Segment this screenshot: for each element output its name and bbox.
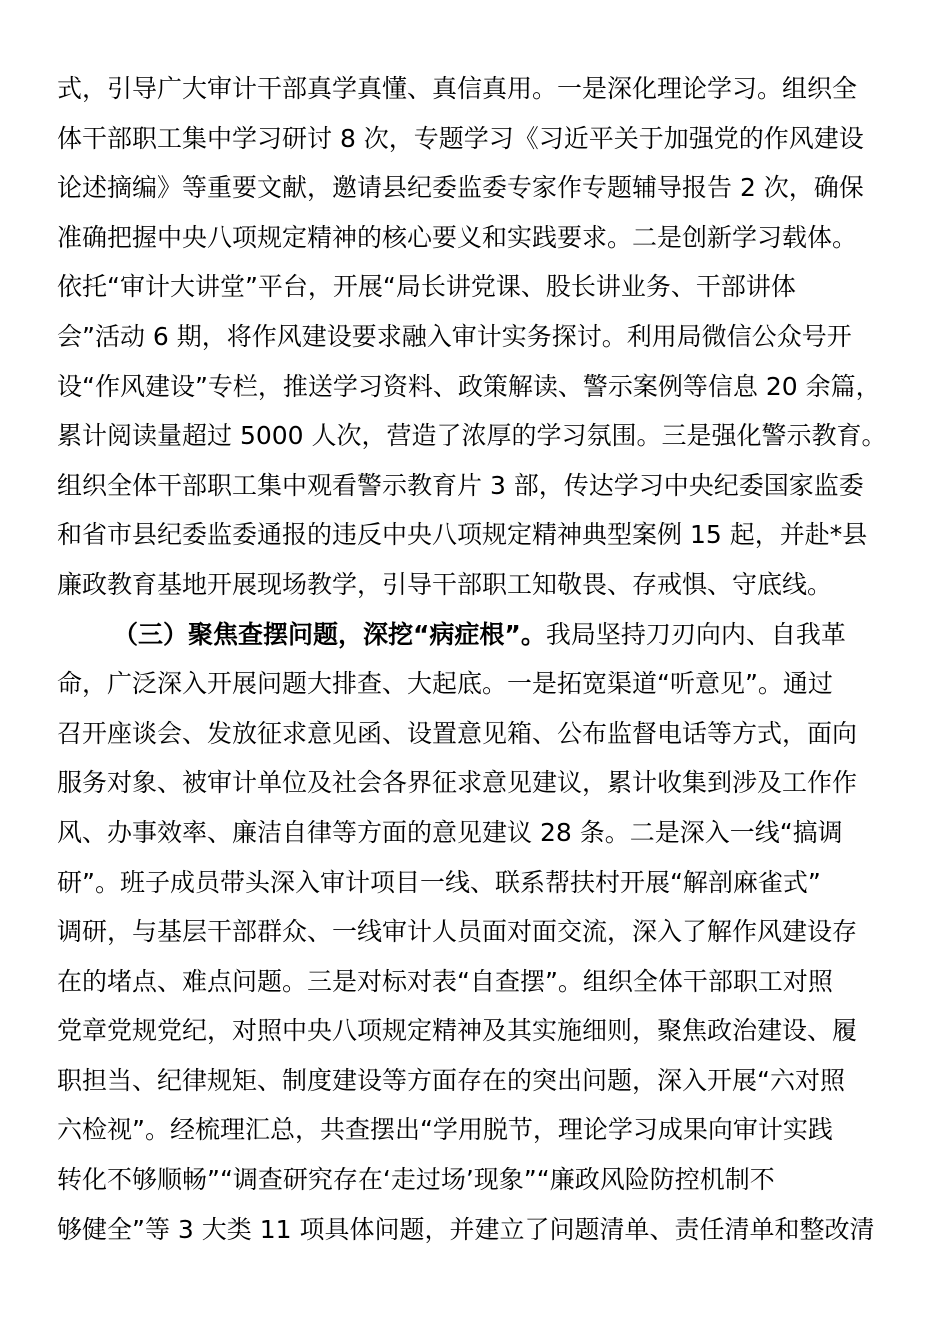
text-line: 党章党规党纪，对照中央八项规定精神及其实施细则，聚焦政治建设、履: [57, 1016, 858, 1046]
text-line: 召开座谈会、发放征求意见函、设置意见箱、公布监督电话等方式，面向: [57, 718, 858, 748]
text-line: 累计阅读量超过 5000 人次，营造了浓厚的学习氛围。三是强化警示教育。: [57, 421, 887, 451]
text-line: 命，广泛深入开展问题大排查、大起底。一是拓宽渠道“听意见”。通过: [57, 669, 833, 699]
paragraph-problems: [57, 610, 897, 1255]
text-line: 体干部职工集中学习研讨 8 次，专题学习《习近平关于加强党的作风建设: [57, 123, 864, 153]
text-line: 论述摘编》等重要文献，邀请县纪委监委专家作专题辅导报告 2 次，确保: [57, 173, 864, 203]
text-line: 六检视”。经梳理汇总，共查摆出“学用脱节，理论学习成果向审计实践: [57, 1115, 833, 1145]
text-line: 研”。班子成员带头深入审计项目一线、联系帮扶村开展“解剖麻雀式”: [57, 867, 821, 897]
text-line: 转化不够顺畅”“调查研究存在‘走过场’现象”“廉政风险防控机制不: [57, 1165, 775, 1195]
text-line: 准确把握中央八项规定精神的核心要义和实践要求。二是创新学习载体。: [57, 222, 858, 252]
text-line: 职担当、纪律规矩、制度建设等方面存在的突出问题，深入开展“六对照: [57, 1065, 845, 1095]
text-line: 和省市县纪委监委通报的违反中央八项规定精神典型案例 15 起，并赴*县: [57, 520, 868, 550]
text-line: 式，引导广大审计干部真学真懂、真信真用。一是深化理论学习。组织全: [57, 74, 858, 103]
text-line: 够健全”等 3 大类 11 项具体问题，并建立了问题清单、责任清单和整改清: [57, 1214, 875, 1244]
text-line: 廉政教育基地开展现场教学，引导干部职工知敬畏、存戒惧、守底线。: [57, 569, 833, 599]
section-lead-text: 我局坚持刀刃向内、自我革: [545, 619, 846, 649]
text-line: 依托“审计大讲堂”平台，开展“局长讲党课、股长讲业务、干部讲体: [57, 272, 796, 302]
text-line: 设“作风建设”专栏，推送学习资料、政策解读、警示案例等信息 20 余篇，: [57, 371, 881, 401]
section-heading: （三）聚焦查摆问题，深挖“病症根”。: [113, 619, 546, 649]
text-line: 服务对象、被审计单位及社会各界征求意见建议，累计收集到涉及工作作: [57, 768, 858, 798]
text-line: 在的堵点、难点问题。三是对标对表“自查摆”。组织全体干部职工对照: [57, 966, 833, 996]
section-first-line: [57, 610, 897, 660]
text-line: 调研，与基层干部群众、一线审计人员面对面交流，深入了解作风建设存: [57, 917, 858, 947]
document-body: [57, 64, 897, 1254]
text-line: 会”活动 6 期，将作风建设要求融入审计实务探讨。利用局微信公众号开: [57, 321, 852, 351]
text-line: 风、办事效率、廉洁自律等方面的意见建议 28 条。二是深入一线“搞调: [57, 817, 843, 847]
text-line: 组织全体干部职工集中观看警示教育片 3 部，传达学习中央纪委国家监委: [57, 470, 864, 500]
paragraph-study: [57, 64, 897, 610]
